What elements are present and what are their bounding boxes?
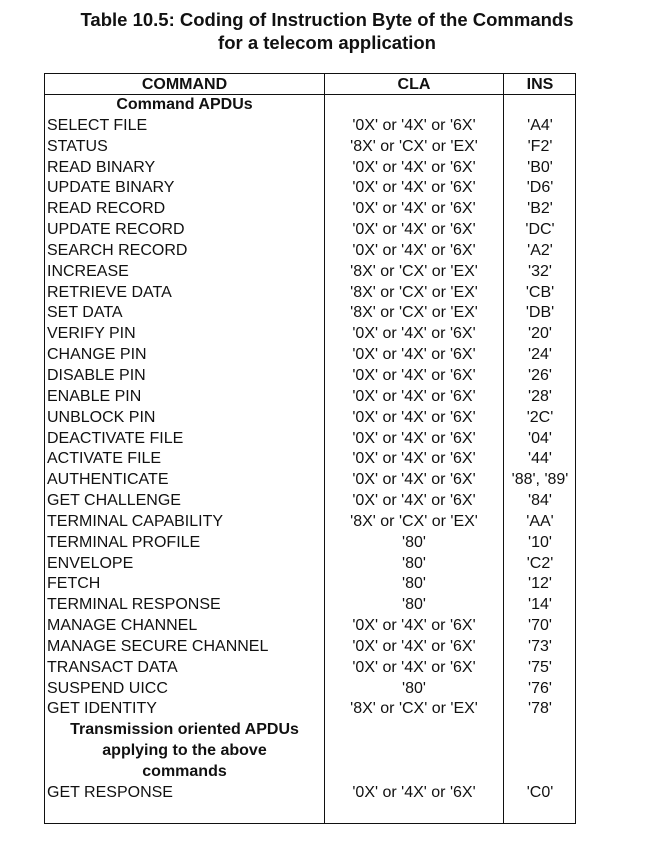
ins-cell: '76' (528, 679, 552, 697)
ins-cell: 'B2' (527, 200, 553, 218)
ins-cell: '75' (528, 658, 552, 676)
cla-cell: '0X' or '4X' or '6X' (352, 658, 476, 676)
command-cell: TRANSACT DATA (47, 658, 178, 676)
table-row (45, 783, 575, 804)
section-header-transmission-line-1 (45, 720, 575, 741)
command-cell: AUTHENTICATE (47, 471, 169, 489)
table-row (45, 491, 575, 512)
command-cell: SELECT FILE (47, 116, 148, 134)
command-cell: SEARCH RECORD (47, 241, 188, 259)
command-cell: SET DATA (47, 304, 123, 322)
command-cell: INCREASE (47, 262, 129, 280)
ins-cell: '2C' (526, 408, 554, 426)
command-cell: TERMINAL CAPABILITY (47, 512, 224, 530)
ins-cell: '44' (528, 450, 552, 468)
command-cell: ENABLE PIN (47, 387, 142, 405)
cla-cell: '0X' or '4X' or '6X' (352, 346, 476, 364)
command-cell: STATUS (47, 137, 108, 155)
command-cell: READ RECORD (47, 200, 166, 218)
table-row (45, 366, 575, 387)
table-row (45, 679, 575, 700)
command-cell: DISABLE PIN (47, 366, 146, 384)
cla-cell: '80' (402, 533, 426, 551)
ins-cell: '12' (528, 575, 552, 593)
ins-cell: '88', '89' (511, 471, 569, 489)
table-row (45, 512, 575, 533)
table-row (45, 303, 575, 324)
table-row (45, 345, 575, 366)
cla-cell: '0X' or '4X' or '6X' (352, 325, 476, 343)
cla-cell: '0X' or '4X' or '6X' (352, 471, 476, 489)
ins-cell: 'CB' (525, 283, 555, 301)
command-cell: DEACTIVATE FILE (47, 429, 184, 447)
table-row (45, 116, 575, 137)
command-cell: MANAGE SECURE CHANNEL (47, 637, 269, 655)
command-cell: ENVELOPE (47, 554, 134, 572)
table-row (45, 408, 575, 429)
ins-cell: 'F2' (527, 137, 553, 155)
cla-cell: '80' (402, 575, 426, 593)
section-title: commands (142, 763, 227, 780)
ins-cell: 'C2' (526, 554, 554, 572)
ins-cell: 'A2' (527, 241, 553, 259)
header-cla: CLA (397, 76, 431, 93)
ins-cell: '32' (528, 262, 552, 280)
cla-cell: '80' (402, 679, 426, 697)
table-row (45, 199, 575, 220)
cla-cell: '0X' or '4X' or '6X' (352, 116, 476, 134)
command-table (44, 73, 576, 824)
cla-cell: '8X' or 'CX' or 'EX' (350, 304, 478, 322)
cla-cell: '0X' or '4X' or '6X' (352, 450, 476, 468)
command-cell: CHANGE PIN (47, 346, 147, 364)
ins-cell: 'DB' (525, 304, 555, 322)
table-row (45, 158, 575, 179)
cla-cell: '0X' or '4X' or '6X' (352, 387, 476, 405)
section-header-command-apdus (45, 95, 575, 116)
ins-cell: '73' (528, 637, 552, 655)
header-command: COMMAND (141, 76, 228, 93)
ins-cell: '28' (528, 387, 552, 405)
ins-cell: 'B0' (527, 158, 553, 176)
table-row (45, 658, 575, 679)
command-cell: GET CHALLENGE (47, 492, 181, 510)
caption-line-1: Table 10.5: Coding of Instruction Byte of the Commands (80, 9, 574, 30)
caption-line-2: for a telecom application (218, 32, 436, 53)
ins-cell: 'D6' (526, 179, 554, 197)
ins-cell: '84' (528, 492, 552, 510)
table-body (45, 95, 575, 804)
cla-cell: '8X' or 'CX' or 'EX' (350, 262, 478, 280)
ins-cell: 'DC' (525, 221, 555, 239)
cla-cell: '0X' or '4X' or '6X' (352, 408, 476, 426)
command-cell: FETCH (47, 575, 101, 593)
cla-cell: '0X' or '4X' or '6X' (352, 617, 476, 635)
table-row (45, 699, 575, 720)
section-header-transmission-line-2 (45, 741, 575, 762)
table-row (45, 637, 575, 658)
cla-cell: '0X' or '4X' or '6X' (352, 200, 476, 218)
cla-cell: '0X' or '4X' or '6X' (352, 241, 476, 259)
table-row (45, 137, 575, 158)
section-title: Transmission oriented APDUs (70, 721, 299, 739)
table-row (45, 387, 575, 408)
cla-cell: '0X' or '4X' or '6X' (352, 783, 476, 801)
command-cell: GET IDENTITY (47, 700, 157, 718)
header-ins: INS (526, 76, 554, 93)
table-row (45, 262, 575, 283)
table-row (45, 554, 575, 575)
ins-cell: 'AA' (526, 512, 554, 530)
cla-cell: '0X' or '4X' or '6X' (352, 492, 476, 510)
cla-cell: '0X' or '4X' or '6X' (352, 179, 476, 197)
table-row (45, 616, 575, 637)
ins-cell: 'C0' (526, 783, 554, 801)
table-row (45, 595, 575, 616)
command-cell: MANAGE CHANNEL (47, 617, 198, 635)
command-cell: VERIFY PIN (47, 325, 136, 343)
command-cell: UPDATE RECORD (47, 221, 185, 239)
table-row (45, 533, 575, 554)
cla-cell: '0X' or '4X' or '6X' (352, 366, 476, 384)
cla-cell: '8X' or 'CX' or 'EX' (350, 283, 478, 301)
table-row (45, 283, 575, 304)
cla-cell: '8X' or 'CX' or 'EX' (350, 137, 478, 155)
command-cell: ACTIVATE FILE (47, 450, 162, 468)
command-cell: GET RESPONSE (47, 783, 173, 801)
table-row (45, 220, 575, 241)
table-row (45, 324, 575, 345)
cla-cell: '0X' or '4X' or '6X' (352, 158, 476, 176)
table-row (45, 178, 575, 199)
table-row (45, 449, 575, 470)
table-row (45, 574, 575, 595)
cla-cell: '0X' or '4X' or '6X' (352, 637, 476, 655)
section-title: applying to the above (102, 742, 267, 760)
command-cell: UNBLOCK PIN (47, 408, 156, 426)
table-row (45, 470, 575, 491)
cla-cell: '8X' or 'CX' or 'EX' (350, 512, 478, 530)
ins-cell: '26' (528, 366, 552, 384)
ins-cell: '10' (528, 533, 552, 551)
section-title: Command APDUs (116, 96, 253, 113)
ins-cell: '78' (528, 700, 552, 718)
command-cell: SUSPEND UICC (47, 679, 168, 697)
command-cell: TERMINAL PROFILE (47, 533, 201, 551)
ins-cell: '24' (528, 346, 552, 364)
cla-cell: '0X' or '4X' or '6X' (352, 221, 476, 239)
cla-cell: '0X' or '4X' or '6X' (352, 429, 476, 447)
ins-cell: '04' (528, 429, 552, 447)
table-caption (0, 8, 654, 54)
cla-cell: '80' (402, 554, 426, 572)
ins-cell: '14' (528, 596, 552, 614)
ins-cell: '70' (528, 617, 552, 635)
section-header-transmission-line-3 (45, 762, 575, 783)
ins-cell: '20' (528, 325, 552, 343)
ins-cell: 'A4' (527, 116, 553, 134)
table-row (45, 241, 575, 262)
command-cell: RETRIEVE DATA (47, 283, 172, 301)
table-row (45, 429, 575, 450)
cla-cell: '8X' or 'CX' or 'EX' (350, 700, 478, 718)
command-cell: READ BINARY (47, 158, 156, 176)
cla-cell: '80' (402, 596, 426, 614)
command-cell: TERMINAL RESPONSE (47, 596, 221, 614)
command-cell: UPDATE BINARY (47, 179, 175, 197)
